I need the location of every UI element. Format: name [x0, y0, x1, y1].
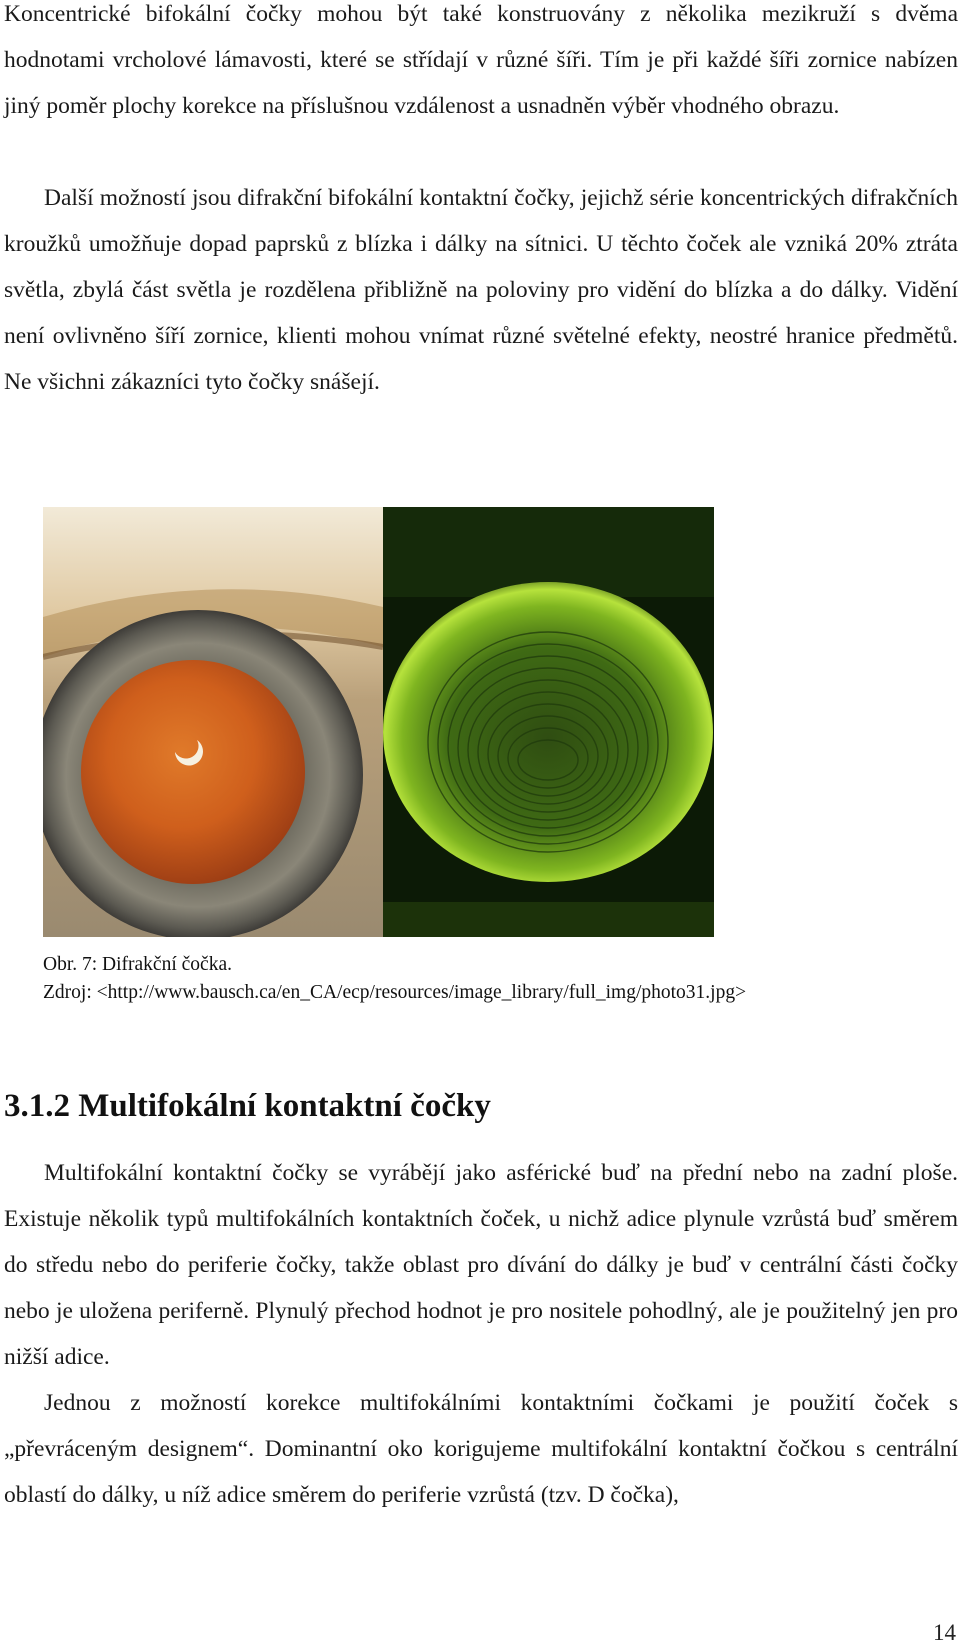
paragraph-reverse-design: Jednou z možností korekce multifokálními kontaktními čočkami je použití čoček s „převráceným designem“. Dominantní oko korigujeme multifokální kontaktní čočkou s centrální oblastí do dálky, u níž adice směrem do periferie vzrůstá (tzv. D čočka),: [4, 1390, 958, 1508]
figure-source: Zdroj: <http://www.bausch.ca/en_CA/ecp/resources/image_library/full_img/photo31.jpg>: [43, 982, 747, 1003]
figure-caption: Obr. 7: Difrakční čočka.: [43, 954, 232, 975]
paragraph-multifocal-intro: Multifokální kontaktní čočky se vyrábějí jako asférické buď na přední nebo na zadní ploše. Existuje několik typů multifokálních kontaktních čoček, u nichž adice plynule vzrůstá buď směrem do středu nebo do periferie čočky, takže oblast pro dívání do dálky je buď v centrální části čočky nebo je uložena periferně. Plynulý přechod hodnot je pro nositele pohodlný, ale je použitelný jen pro nižší adice.: [4, 1160, 958, 1370]
section-heading: 3.1.2 Multifokální kontaktní čočky: [4, 1088, 491, 1124]
diffractive-lens-photo: [383, 507, 714, 937]
paragraph-diffractive-bifocal: Další možností jsou difrakční bifokální kontaktní čočky, jejichž série koncentrických difrakčních kroužků umožňuje dopad paprsků z blízka i dálky na sítnici. U těchto čoček ale vzniká 20% ztráta světla, zbylá část světla je rozdělena přibližně na poloviny pro vidění do blízka a do dálky. Vidění není ovlivněno šíří zornice, klienti mohou vnímat různé světelné efekty, neostré hranice předmětů. Ne všichni zákazníci tyto čočky snášejí.: [4, 185, 958, 395]
paragraph-concentric-bifocal: Koncentrické bifokální čočky mohou být také konstruovány z několika mezikruží s dvěma hodnotami vrcholové lámavosti, které se střídají v různé šíři. Tím je při každé šíři zornice nabízen jiný poměr plochy korekce na příslušnou vzdálenost a usnadněn výběr vhodného obrazu.: [4, 1, 958, 119]
eye-photo: [43, 507, 383, 937]
figure-diffractive-lens: [43, 507, 714, 937]
page-number: 14: [933, 1620, 956, 1645]
